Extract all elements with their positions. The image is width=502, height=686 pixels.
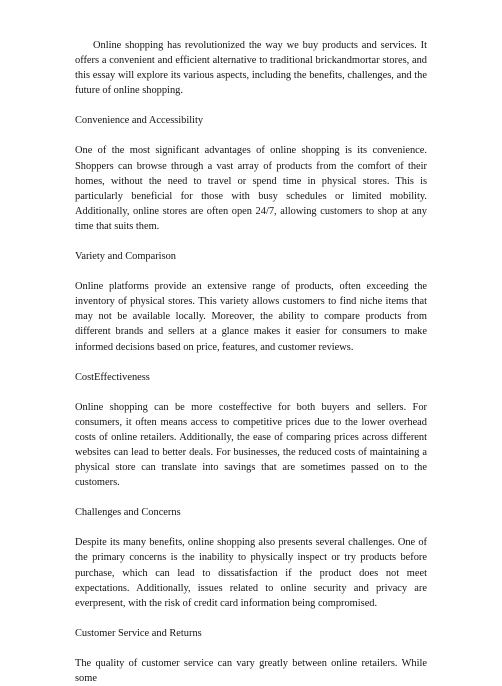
spacer xyxy=(75,355,427,370)
spacer xyxy=(75,234,427,249)
section-heading-customer-service: Customer Service and Returns xyxy=(75,627,202,639)
spacer xyxy=(75,520,427,535)
spacer xyxy=(75,611,427,626)
section-heading-cost: CostEffectiveness xyxy=(75,371,150,383)
section-heading-convenience: Convenience and Accessibility xyxy=(75,115,204,127)
document-page xyxy=(75,38,427,686)
spacer xyxy=(75,98,427,113)
section-body-challenges: Despite its many benefits, online shopping also presents several challenges. One of the primary concerns is the inability to physically inspect or try products before purchase, which can lead to dissatisfaction if the product does not meet expectations. Additionally, issues related to online security and privacy are everpresent, with the risk of credit card information being compromised. xyxy=(75,537,427,609)
section-heading-variety: Variety and Comparison xyxy=(75,251,176,263)
spacer xyxy=(75,490,427,505)
section-heading-challenges: Challenges and Concerns xyxy=(75,507,181,519)
spacer xyxy=(75,641,427,656)
section-body-cost: Online shopping can be more costeffective for both buyers and sellers. For consumers, it often means access to competitive prices due to the lower overhead costs of online retailers. Additionally, the ease of comparing prices across different websites can lead to better deals. For businesses, the reduced costs of maintaining a physical store can translate into savings that are sometimes passed on to the customers. xyxy=(75,401,427,489)
section-body-variety: Online platforms provide an extensive range of products, often exceeding the inventory of physical stores. This variety allows customers to find niche items that may not be available locally. Moreover, the ability to compare products from different brands and sellers at a glance makes it easier for consumers to make informed decisions based on price, features, and customer reviews. xyxy=(75,281,427,353)
section-body-convenience: One of the most significant advantages of online shopping is its convenience. Shoppers can browse through a vast array of products from the comfort of their homes, without the need to travel or spend time in physical stores. This is particularly beneficial for those with busy schedules or limited mobility. Additionally, online stores are often open 24/7, allowing customers to shop at any time that suits them. xyxy=(75,145,427,232)
spacer xyxy=(75,264,427,279)
spacer xyxy=(75,128,427,143)
section-body-customer-service: The quality of customer service can vary greatly between online retailers. While some xyxy=(75,657,427,684)
intro-paragraph: Online shopping has revolutionized the way we buy products and services. It offers a convenient and efficient alternative to traditional brickandmortar stores, and this essay will explore its various aspects, including the benefits, challenges, and the future of online shopping. xyxy=(75,40,427,97)
spacer xyxy=(75,385,427,400)
